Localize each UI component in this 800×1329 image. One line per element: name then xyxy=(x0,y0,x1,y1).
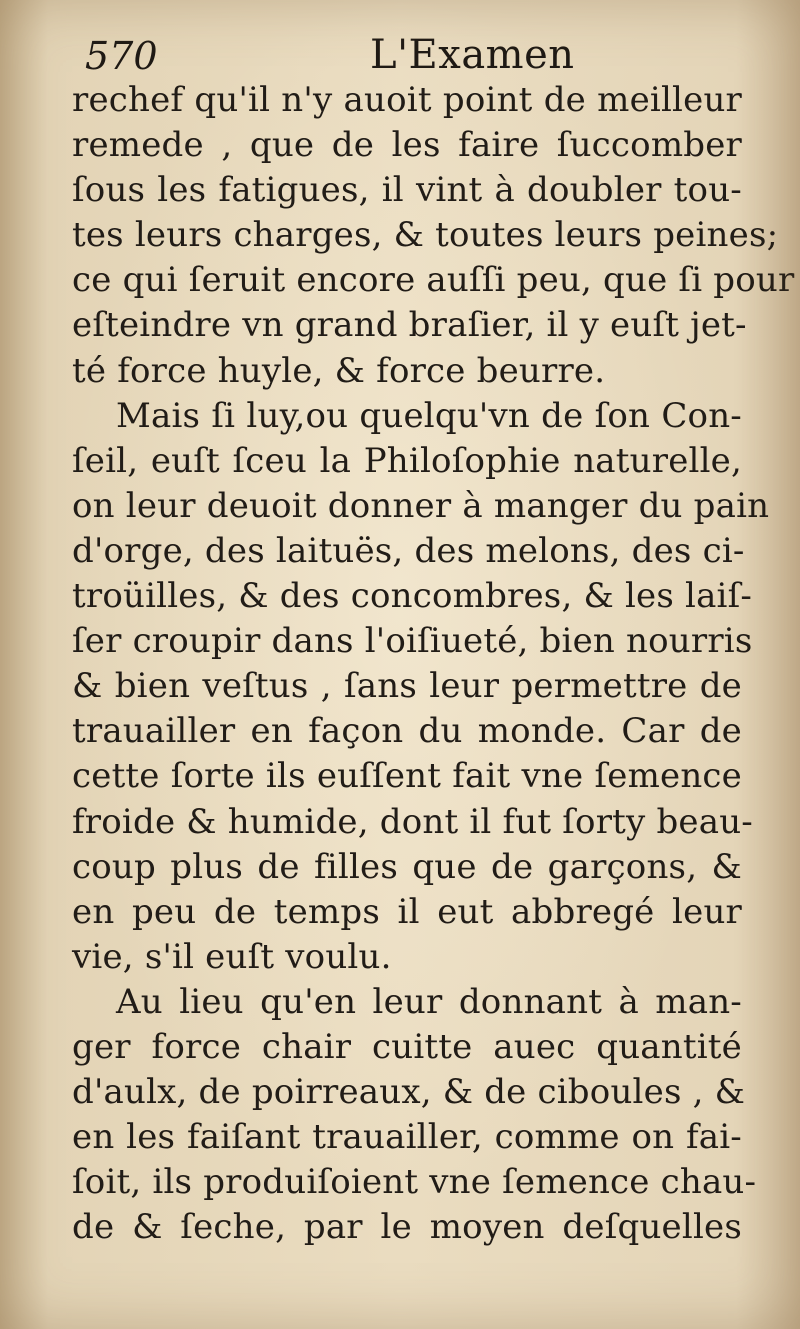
text-line: de & ſeche, par le moyen deſquelles xyxy=(72,1207,742,1248)
text-line: d'orge, des laituës, des melons, des ci- xyxy=(72,530,745,571)
text-line: ger force chair cuitte auec quantité xyxy=(72,1026,742,1067)
text-line: d'aulx, de poirreaux, & de ciboules , & xyxy=(72,1072,746,1113)
paragraph-2 xyxy=(72,394,770,980)
text-line: vie, s'il euſt voulu. xyxy=(72,936,392,977)
text-line: eſteindre vn grand braſier, il y euſt jet- xyxy=(72,305,747,346)
text-line: froide & humide, dont il fut ſorty beau- xyxy=(72,801,753,842)
text-line: en les faiſant trauailler, comme on fai- xyxy=(72,1117,742,1158)
page-number: 570 xyxy=(85,34,158,78)
text-line: troüilles, & des concombres, & les laiſ- xyxy=(72,576,753,617)
text-line: rechef qu'il n'y auoit point de meilleur xyxy=(72,80,742,120)
text-line: tes leurs charges, & toutes leurs peines; xyxy=(72,215,779,256)
text-line: Mais ſi luy,ou quelqu'vn de ſon Con- xyxy=(116,395,742,436)
text-line: ce qui ſeruit encore auſſi peu, que ſi pour xyxy=(72,260,795,301)
paragraph-1 xyxy=(72,78,795,394)
text-line: ſeil, euſt ſceu la Philoſophie naturelle, xyxy=(72,440,742,481)
text-line: remede , que de les faire ſuccomber xyxy=(72,125,742,166)
text-line: on leur deuoit donner à manger du pain xyxy=(72,485,770,526)
text-line: & bien veſtus , ſans leur permettre de xyxy=(72,666,742,707)
text-line: trauailler en façon du monde. Car de xyxy=(72,711,742,752)
text-line: cette ſorte ils euſſent fait vne ſemence xyxy=(72,756,742,797)
text-line: coup plus de filles que de garçons, & xyxy=(72,846,742,887)
text-line: en peu de temps il eut abbregé leur xyxy=(72,891,742,932)
body-text xyxy=(72,78,795,1250)
text-line: té force huyle, & force beurre. xyxy=(72,350,606,391)
running-head: L'Examen xyxy=(370,32,575,78)
text-line: ſer croupir dans l'oiſiueté, bien nourris xyxy=(72,621,753,662)
text-line: ſous les fatigues, il vint à doubler tou- xyxy=(72,170,742,211)
text-line: Au lieu qu'en leur donnant à man- xyxy=(116,981,742,1022)
text-line: ſoit, ils produiſoient vne ſemence chau- xyxy=(72,1162,757,1203)
paragraph-3 xyxy=(72,980,757,1251)
